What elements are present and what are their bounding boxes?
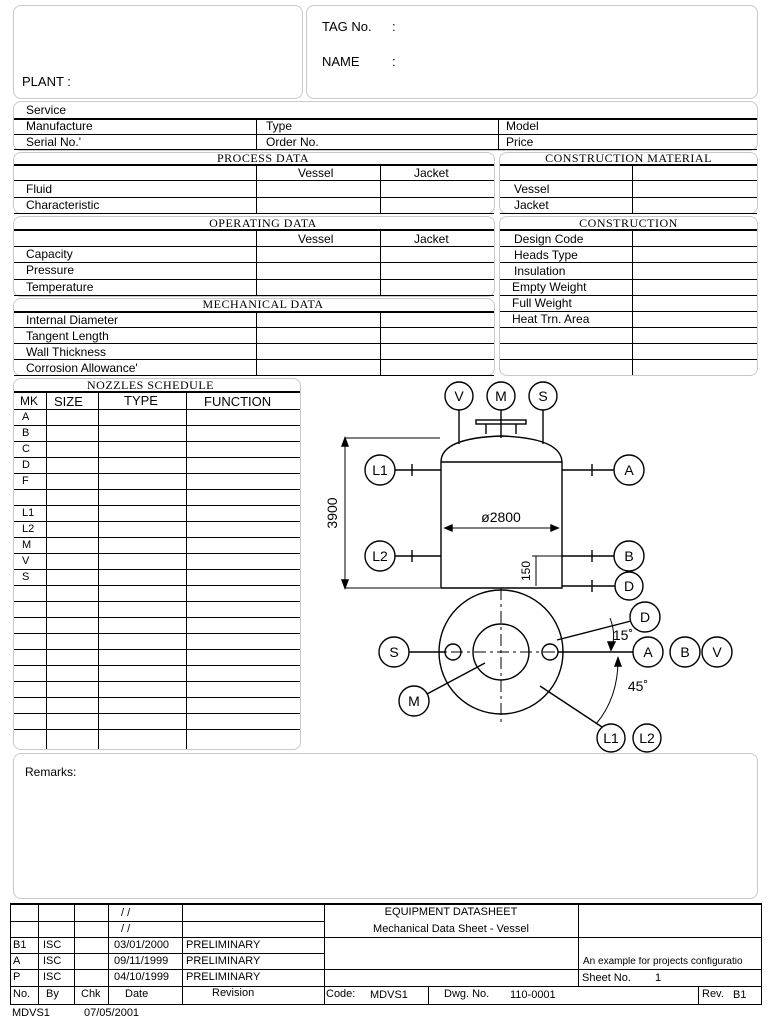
construction-row-full-weight: Full Weight [512, 296, 572, 310]
tag-colon: : [392, 19, 396, 34]
datasheet-title: EQUIPMENT DATASHEET [384, 906, 518, 918]
angle-15-label: 15˚ [612, 627, 634, 643]
plan-nozzle-d-label: D [639, 609, 651, 625]
diameter-dimension: ø2800 [481, 509, 521, 525]
mechanical-row-wall: Wall Thickness [26, 345, 107, 359]
construction-row-heads-type: Heads Type [514, 248, 578, 262]
price-label: Price [506, 135, 534, 149]
rev-row-a-revision: PRELIMINARY [186, 955, 261, 967]
nozzle-a-label: A [624, 462, 634, 478]
rev-row-a-no: A [13, 955, 21, 967]
nozzle-l2-label: L2 [372, 548, 388, 564]
mechanical-row-corrosion: Corrosion Allowance' [26, 361, 138, 375]
nozzle-mark-C: C [22, 443, 30, 455]
dwg-no-label: Dwg. No. [444, 988, 490, 1000]
remarks-panel [13, 753, 758, 899]
col-head-revision: Revision [212, 987, 255, 999]
plan-nozzle-v-label: V [712, 644, 722, 660]
rev-row-p-no: P [13, 971, 21, 983]
plant-label: PLANT : [22, 74, 71, 89]
plan-nozzle-s-label: S [389, 644, 399, 660]
rev-row-b1-revision: PRELIMINARY [186, 939, 261, 951]
rev-value: B1 [733, 989, 747, 1001]
nozzles-title: NOZZLES SCHEDULE [87, 378, 214, 392]
serial-label: Serial No.' [26, 135, 81, 149]
mechanical-data-title: MECHANICAL DATA [202, 297, 324, 311]
code-label: Code: [326, 988, 356, 1000]
nozzles-header-type: TYPE [124, 393, 158, 408]
rev-row-p-revision: PRELIMINARY [186, 971, 261, 983]
construction-row-empty-weight: Empty Weight [512, 280, 587, 294]
example-note: An example for projects configuratio [583, 957, 743, 967]
nozzles-panel [13, 378, 301, 750]
sheet-no-value: 1 [655, 972, 662, 984]
vessel-drawing [300, 378, 760, 753]
rev-row-b1-no: B1 [13, 939, 27, 951]
material-row-jacket: Jacket [514, 198, 549, 212]
operating-col-jacket: Jacket [414, 232, 449, 246]
col-head-no: No. [13, 988, 31, 1000]
plan-nozzle-l2-label: L2 [639, 730, 655, 746]
nozzles-header-size: SIZE [54, 394, 83, 409]
nozzle-mark-D: D [22, 459, 30, 471]
nozzle-m-label: M [495, 388, 507, 404]
construction-row-heat-area: Heat Trn. Area [512, 312, 590, 326]
blank-date-2: / / [121, 923, 131, 935]
plan-nozzle-m-label: M [408, 693, 420, 709]
datasheet-subtitle: Mechanical Data Sheet - Vessel [373, 923, 529, 935]
nozzle-mark-M: M [22, 539, 32, 551]
nozzle-v-label: V [454, 388, 464, 404]
rev-label: Rev. [702, 988, 724, 1000]
general-panel [13, 101, 758, 151]
angle-45-label: 45˚ [627, 678, 649, 694]
nozzle-d-label: D [623, 578, 635, 594]
plan-nozzle-a-label: A [643, 644, 653, 660]
nozzle-mark-A: A [22, 411, 30, 423]
sheet-no-label: Sheet No. [582, 972, 631, 984]
footer-date: 07/05/2001 [84, 1007, 140, 1019]
height-dimension: 3900 [324, 497, 340, 529]
code-value: MDVS1 [370, 989, 408, 1001]
model-label: Model [506, 119, 539, 133]
service-label: Service [26, 103, 67, 117]
col-head-chk: Chk [81, 988, 101, 1000]
col-head-by: By [46, 988, 59, 1000]
mechanical-row-diameter: Internal Diameter [26, 313, 119, 327]
construction-row-design-code: Design Code [514, 232, 584, 246]
construction-row-insulation: Insulation [514, 264, 566, 278]
nozzles-header-function: FUNCTION [204, 394, 272, 409]
name-colon: : [392, 54, 396, 69]
process-row-fluid: Fluid [26, 182, 53, 196]
process-col-vessel: Vessel [298, 166, 334, 180]
rev-row-b1-by: ISC [43, 939, 62, 951]
rev-row-b1-date: 03/01/2000 [114, 939, 170, 951]
nozzle-mark-S: S [22, 571, 30, 583]
tag-label: TAG No. [322, 19, 372, 34]
offset-dimension: 150 [519, 560, 533, 582]
operating-col-vessel: Vessel [298, 232, 334, 246]
operating-row-pressure: Pressure [26, 263, 75, 277]
process-data-title: PROCESS DATA [216, 151, 310, 165]
manufacture-label: Manufacture [26, 119, 93, 133]
plan-nozzle-b-label: B [680, 644, 690, 660]
material-row-vessel: Vessel [514, 182, 550, 196]
plan-nozzle-l1-label: L1 [603, 730, 619, 746]
nozzles-header-mk: MK [20, 394, 38, 408]
dwg-no-value: 110-0001 [510, 989, 556, 1001]
order-label: Order No. [266, 135, 319, 149]
construction-title: CONSTRUCTION [579, 216, 678, 230]
tag-header-panel [306, 5, 758, 99]
type-label: Type [266, 119, 293, 133]
nozzle-mark-F: F [22, 475, 29, 487]
nozzle-mark-B: B [22, 427, 30, 439]
nozzle-b-label: B [624, 548, 634, 564]
operating-row-temperature: Temperature [26, 280, 94, 294]
construction-material-title: CONSTRUCTION MATERIAL [545, 151, 712, 165]
rev-row-p-by: ISC [43, 971, 62, 983]
col-head-date: Date [125, 988, 149, 1000]
mechanical-row-tangent: Tangent Length [26, 329, 109, 343]
nozzle-mark-V: V [22, 555, 30, 567]
process-row-characteristic: Characteristic [26, 198, 100, 212]
nozzle-s-label: S [538, 388, 548, 404]
process-col-jacket: Jacket [414, 166, 449, 180]
operating-data-title: OPERATING DATA [209, 216, 317, 230]
name-label: NAME [322, 54, 360, 69]
remarks-label: Remarks: [25, 765, 77, 779]
blank-date-1: / / [121, 907, 131, 919]
nozzle-mark-L1: L1 [22, 507, 35, 519]
nozzle-l1-label: L1 [372, 462, 388, 478]
nozzle-mark-L2: L2 [22, 523, 35, 535]
rev-row-a-by: ISC [43, 955, 62, 967]
rev-row-a-date: 09/11/1999 [114, 955, 169, 967]
rev-row-p-date: 04/10/1999 [114, 971, 170, 983]
operating-row-capacity: Capacity [26, 247, 73, 261]
footer-code: MDVS1 [12, 1007, 50, 1019]
